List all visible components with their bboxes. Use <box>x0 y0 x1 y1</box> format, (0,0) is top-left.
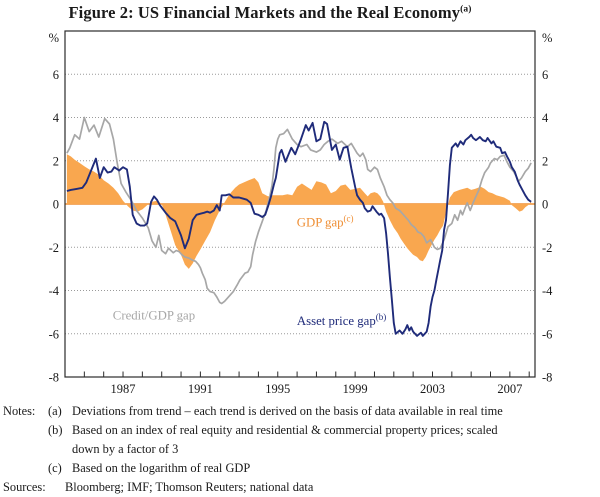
note-item <box>3 459 598 478</box>
note-item <box>3 421 598 459</box>
notes-block <box>3 402 598 497</box>
note-text-line: Based on the logarithm of real GDP <box>72 461 251 475</box>
note-text <box>72 459 598 478</box>
y-tick-label-left: -4 <box>48 284 59 298</box>
sources-row <box>3 478 598 497</box>
y-tick-label-left: -2 <box>48 240 59 255</box>
note-text-line: Based on an index of real equity and residential & commercial property prices; scaled <box>72 423 498 437</box>
series-label: Asset price gap$^{(b)}$ <box>296 311 387 328</box>
y-tick-label-left: 4 <box>52 111 59 125</box>
sources-text: Bloomberg; IMF; Thomson Reuters; national data <box>65 480 314 494</box>
y-tick-label-right: -6 <box>542 327 553 342</box>
note-marker: (c) <box>48 461 62 475</box>
sources-label: Sources: <box>3 480 46 494</box>
y-tick-label-left: -8 <box>48 370 59 385</box>
y-tick-label-left: 6 <box>52 67 59 82</box>
note-text <box>72 402 598 421</box>
x-tick-label: 1987 <box>110 382 136 396</box>
y-tick-label-right: 6 <box>542 67 549 82</box>
note-text <box>72 421 598 459</box>
figure-title-text: Figure 2: US Financial Markets and the Real Economy <box>68 3 461 22</box>
note-item <box>3 402 598 421</box>
y-tick-label-right: -4 <box>542 284 553 298</box>
x-tick-label: 1999 <box>342 382 368 396</box>
note-marker: (a) <box>48 404 62 418</box>
x-tick-label: 2003 <box>419 382 445 396</box>
y-axis-unit-right: % <box>542 31 553 45</box>
series-label: Credit/GDP gap <box>112 308 196 323</box>
figure-title-superscript: (a) <box>460 4 472 15</box>
y-tick-label-right: 4 <box>542 111 549 125</box>
x-tick-label: 2007 <box>497 382 523 396</box>
y-tick-label-right: 2 <box>542 154 549 169</box>
y-tick-label-left: -6 <box>48 327 59 342</box>
note-marker: (b) <box>48 423 63 437</box>
y-tick-label-left: 2 <box>52 154 59 169</box>
x-tick-label: 1991 <box>187 382 213 396</box>
y-tick-label-right: 0 <box>542 197 549 212</box>
y-tick-label-left: 0 <box>52 197 59 212</box>
x-tick-label: 1995 <box>265 382 291 396</box>
note-text-line: Deviations from trend – each trend is derived on the basis of data available in real time <box>72 404 503 418</box>
y-axis-unit-left: % <box>48 31 59 45</box>
y-tick-label-right: -2 <box>542 240 553 255</box>
note-text-line: down by a factor of 3 <box>72 442 179 456</box>
notes-label: Notes: <box>3 404 36 418</box>
y-tick-label-right: -8 <box>542 370 553 385</box>
series-label: GDP gap$^{(c)}$ <box>296 213 354 230</box>
